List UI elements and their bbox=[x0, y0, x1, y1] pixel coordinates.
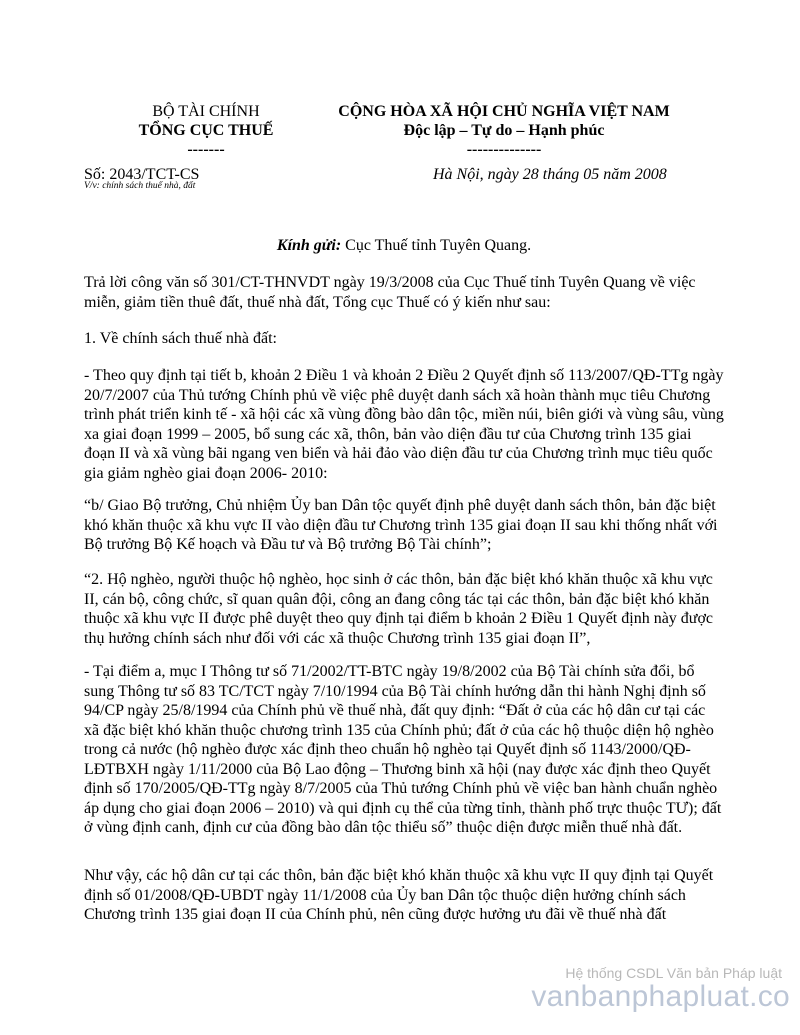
place-date: Hà Nội, ngày 28 tháng 05 năm 2008 bbox=[433, 166, 667, 183]
doc-subject: V/v: chính sách thuế nhà, đất bbox=[84, 181, 196, 191]
agency-divider: ------- bbox=[187, 141, 225, 158]
recipient-line bbox=[84, 236, 724, 255]
agency-block bbox=[96, 102, 316, 159]
watermark-caption: Hệ thống CSDL Văn bản Pháp luật bbox=[565, 965, 782, 981]
recipient-value: Cục Thuế tỉnh Tuyên Quang. bbox=[345, 237, 532, 254]
motto-divider: -------------- bbox=[466, 141, 542, 158]
ministry-name: BỘ TÀI CHÍNH bbox=[152, 103, 260, 120]
agency-name: TỔNG CỤC THUẾ bbox=[138, 122, 274, 139]
section-heading-1: 1. Về chính sách thuế nhà đất: bbox=[84, 330, 277, 347]
paragraph-decision-113: - Theo quy định tại tiết b, khoản 2 Điều 1 và khoản 2 Điều 2 Quyết định số 113/2007/QĐ-TTg ngày 20/7/2007 của Thủ tướng Chính phủ về việc phê duyệt danh sách xã hoàn thành mục tiêu Chương trình phát triển kinh tế - xã hội các xã vùng đồng bào dân tộc, miền núi, biên giới và vùng sâu, vùng xa giai đoạn 1999 – 2005, bổ sung các xã, thôn, bản vào diện đầu tư của Chương trình 135 giai đoạn II và xã vùng bãi ngang ven biển và hải đảo vào diện đầu tư của Chương trình mục tiêu quốc gia giảm nghèo giai đoạn 2006- 2010: bbox=[84, 367, 724, 482]
country-name: CỘNG HÒA XÃ HỘI CHỦ NGHĨA VIỆT NAM bbox=[338, 103, 670, 120]
watermark-site: vanbanphapluat.co bbox=[531, 980, 790, 1013]
paragraph-circular-71: - Tại điểm a, mục I Thông tư số 71/2002/TT-BTC ngày 19/8/2002 của Bộ Tài chính sửa đổi, bổ sung Thông tư số 83 TC/TCT ngày 7/10/1994 của Bộ Tài chính hướng dẫn thi hành Nghị định số 94/CP ngày 25/8/1994 của Chính phủ về thuế nhà, đất quy định: “Đất ở của các hộ dân cư tại các xã đặc biệt khó khăn thuộc chương trình 135 của Chính phủ; đất ở của các hộ thuộc diện hộ nghèo trong cả nước (hộ nghèo được xác định theo chuẩn hộ nghèo tại Quyết định số 1143/2000/QĐ-LĐTBXH ngày 1/11/2000 của Bộ Lao động – Thương binh xã hội (nay được xác định theo Quyết định số 170/2005/QĐ-TTg ngày 8/7/2005 của Thủ tướng Chính phủ về việc ban hành chuẩn nghèo áp dụng cho giai đoạn 2006 – 2010) và qui định cụ thể của từng tỉnh, thành phố trực thuộc TƯ); đất ở vùng định canh, định cư của đồng bào dân tộc thiểu số” thuộc diện được miễn thuế nhà đất. bbox=[84, 663, 722, 836]
paragraph-intro: Trả lời công văn số 301/CT-THNVDT ngày 19/3/2008 của Cục Thuế tỉnh Tuyên Quang về việc miễn, giảm tiền thuê đất, thuế nhà đất, Tổng cục Thuế có ý kiến như sau: bbox=[84, 274, 696, 311]
recipient-label: Kính gửi: bbox=[276, 237, 342, 254]
paragraph-conclusion: Như vậy, các hộ dân cư tại các thôn, bản đặc biệt khó khăn thuộc xã khu vực II quy định tại Quyết định số 01/2008/QĐ-UBDT ngày 11/1/2008 của Ủy ban Dân tộc thuộc diện hưởng chính sách Chương trình 135 giai đoạn II của Chính phủ, nên cũng được hưởng ưu đãi về thuế nhà đất bbox=[84, 867, 714, 923]
paragraph-quote-2: “2. Hộ nghèo, người thuộc hộ nghèo, học sinh ở các thôn, bản đặc biệt khó khăn thuộc xã khu vực II, cán bộ, công chức, sĩ quan quân đội, công an đang công tác tại các thôn, bản đặc biệt khó khăn thuộc xã khu vực II được phê duyệt theo quy định tại điểm b khoản 2 Điều 1 Quyết định này được thụ hưởng chính sách như đối với các xã thuộc Chương trình 135 giai đoạn II”, bbox=[84, 571, 714, 647]
doc-number: Số: 2043/TCT-CS bbox=[84, 166, 200, 183]
national-motto-block bbox=[318, 102, 690, 159]
paragraph-quote-b: “b/ Giao Bộ trưởng, Chủ nhiệm Ủy ban Dân tộc quyết định phê duyệt danh sách thôn, bản đặc biệt khó khăn thuộc xã khu vực II vào diện đầu tư Chương trình 135 giai đoạn II sau khi thống nhất với Bộ trưởng Bộ Kế hoạch và Đầu tư và Bộ trưởng Bộ Tài chính”; bbox=[84, 497, 718, 553]
motto: Độc lập – Tự do – Hạnh phúc bbox=[403, 122, 605, 139]
